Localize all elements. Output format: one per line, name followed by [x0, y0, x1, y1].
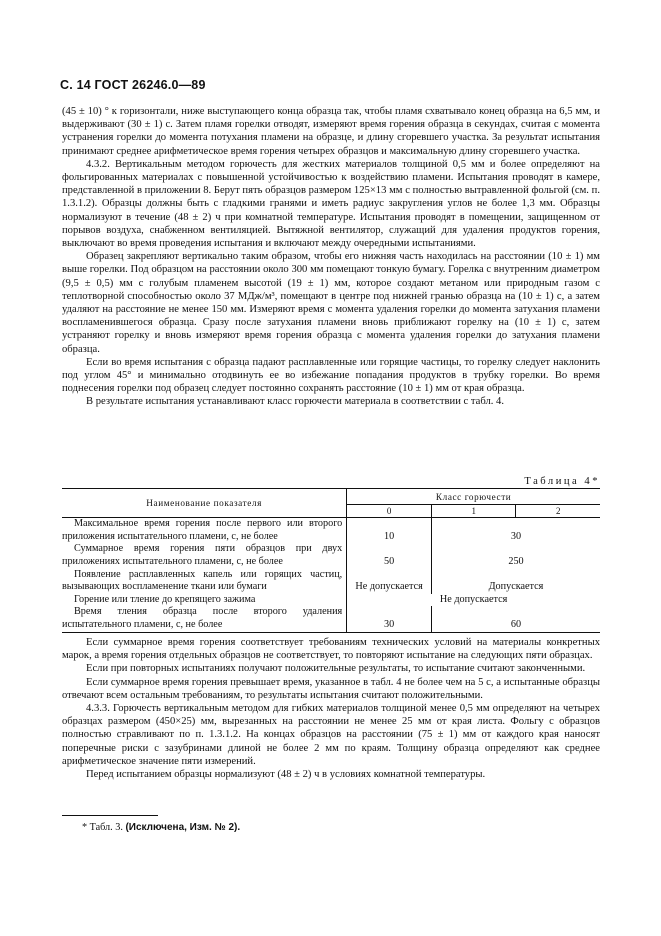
paragraph: 4.3.2. Вертикальным методом горючесть для жестких материалов толщиной 0,5 мм и более определяют на фольгированных материалах с повышенной устойчивостью к воздействию пламени. Испытания проводят в камере, представленной в приложении 8. Берут пять образцов размером 125×13 мм с полностью вытравленной фольгой (см. п. 1.3.1.2). Образцы должны быть с гладкими гранями и иметь радиус закругления углов не более 1,3 мм. Образцы нормализуют в течение (48 ± 2) ч при комнатной температуре. Испытания проводят в помещении, защищенном от порывов воздуха, снабженном вентиляцией. Вытяжной вентилятор, служащий для удаления продуктов горения, выключают во время проведения испытания и включают между очередными испытаниями.	[62, 158, 600, 250]
footnote-divider	[62, 815, 158, 816]
table-row	[62, 543, 600, 568]
paragraph: Если суммарное время горения соответствует требованиям технических условий на материалы конкретных марок, а время горения отдельных образцов не соответствует, то повторяют испытание на следующих пяти образцах.	[62, 637, 600, 662]
cell-class-1-2: 250	[431, 543, 600, 568]
table-4	[62, 488, 600, 633]
paragraph: Образец закрепляют вертикально таким образом, чтобы его нижняя часть находилась на расстоянии (10 ± 1) мм выше горелки. Под образцом на расстоянии около 300 мм помещают тонкую бумагу. Горелка с внутренним диаметром (9,5 ± 0,5) мм с голубым пламенем высотой (19 ± 1) мм, которое создают метаном или природным газом с теплотворной способностью около 37 МДж/м³, помещают в центре под нижней гранью образца на (10 ± 1) с, а затем удаляют на расстояние не менее 150 мм. Измеряют время с момента удаления горелки до момента затухания пламени воспламенившегося образца. Сразу после затухания пламени вновь приближают горелку на (10 ± 1) с, затем устраняют горелку и вновь измеряют время горения образца с момента удаления горелки до затухания пламени образца.	[62, 251, 600, 355]
cell-class-0: 10	[347, 518, 432, 544]
col-class-1: 1	[431, 504, 516, 518]
footnote	[82, 822, 240, 833]
table-row	[62, 594, 600, 607]
cell-class-0: 30	[347, 606, 432, 632]
col-class-2: 2	[516, 504, 600, 518]
paragraph: Если во время испытания с образца падают расплавленные или горящие частицы, то горелку следует наклонить под углом 45° и минимально отодвинуть ее во избежание попадания продуктов в трубку горелки. Во время поднесения горелки под образец следует постоянно сохранять расстояние (10 ± 1) мм от края образца.	[62, 356, 600, 395]
paragraph: Если при повторных испытаниях получают положительные результаты, то испытание считают законченными.	[86, 663, 586, 675]
cell-class-1-2: 30	[431, 518, 600, 544]
footnote-prefix: * Табл. 3.	[82, 822, 126, 833]
footnote-bold: (Исключена, Изм. № 2).	[125, 822, 241, 833]
row-label: Горение или тление до крепящего зажима	[74, 593, 256, 605]
text-block-top	[62, 105, 600, 409]
paragraph: В результате испытания устанавливают класс горючести материала в соответствии с табл. 4.	[86, 396, 504, 408]
table-caption: Таблица 4*	[524, 476, 600, 487]
col-header-class: Класс горючести	[347, 489, 600, 505]
paragraph: 4.3.3. Горючесть вертикальным методом для гибких материалов толщиной менее 0,5 мм определяют на четырех образцах размером (450×25) мм, вырезанных на расстоянии не менее 25 мм от края листа. Фольгу с образцов полностью стравливают по п. 1.3.1.2. На концах образцов на расстоянии (75 ± 1) мм от каждого края наносят поперечные риски с зазубринами длиной не более 2 мм по краям. Толщину образца определяют как среднее арифметическое значение пяти измерений.	[62, 703, 600, 767]
row-label: Появление расплавленных капель или горящих частиц, вызывающих воспламенение ткани или бумаги	[62, 568, 343, 593]
text-block-bottom	[62, 636, 600, 781]
table-row	[62, 569, 600, 594]
cell-class-0: Не допускается	[347, 569, 432, 594]
table-body	[62, 518, 600, 632]
paragraph: (45 ± 10) ° к горизонтали, ниже выступающего конца образца так, чтобы пламя схватывало конец образца на 6,5 мм, и выдерживают (30 ± 1) с. Затем пламя горелки отводят, измеряют время горения образца в секундах, считая с момента устранения горелки до момента потухания пламени на образце, и длину сгоревшего участка. За результат испытания принимают среднее арифметическое время горения четырех образцов и максимальную длину сгоревшего участка.	[62, 106, 600, 157]
page-header: С. 14 ГОСТ 26246.0—89	[60, 78, 206, 92]
cell-all-classes: Не допускается	[347, 594, 600, 607]
paragraph: Если суммарное время горения превышает время, указанное в табл. 4 не более чем на 5 с, а испытанные образцы отвечают всем остальным требованиям, то результаты испытания считают положительными.	[62, 676, 600, 701]
cell-class-1-2: 60	[431, 606, 600, 632]
paragraph: Перед испытанием образцы нормализуют (48 ± 2) ч в условиях комнатной температуры.	[86, 769, 486, 781]
col-class-0: 0	[347, 504, 432, 518]
row-label: Время тления образца после второго удаления испытательного пламени, с, не более	[62, 606, 343, 630]
table-row	[62, 606, 600, 632]
row-label: Максимальное время горения после первого или второго приложения испытательного пламени, с, не более	[62, 518, 343, 542]
row-label: Суммарное время горения пяти образцов при двух приложениях испытательного пламени, с, не более	[62, 543, 343, 567]
cell-class-0: 50	[347, 543, 432, 568]
cell-class-1-2: Допускается	[431, 569, 600, 594]
table-row	[62, 518, 600, 544]
col-header-name: Наименование показателя	[62, 489, 347, 518]
